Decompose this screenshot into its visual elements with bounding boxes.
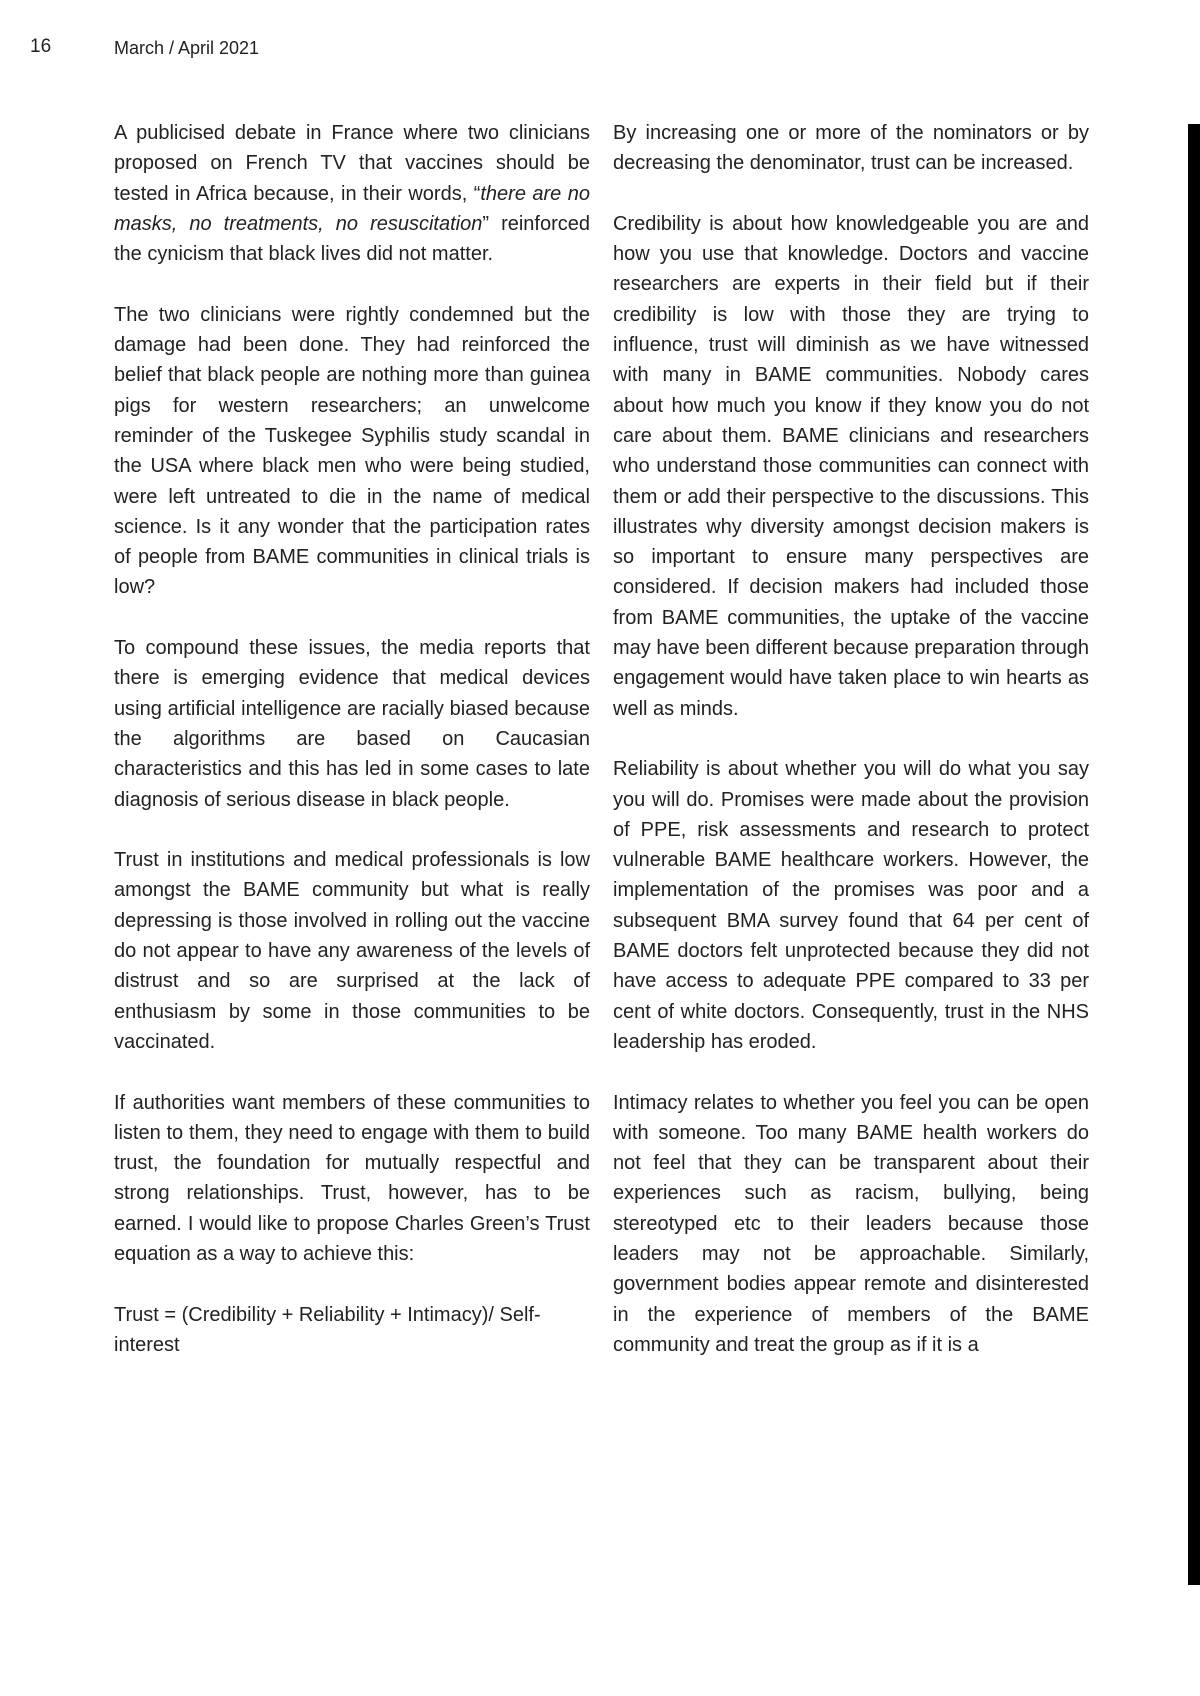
edge-bar: [1188, 124, 1200, 1585]
paragraph: By increasing one or more of the nominators or by decreasing the denominator, trust can be increased.: [613, 122, 1089, 175]
quote: there are no masks, no treatments, no resuscitation: [114, 182, 590, 235]
paragraph: To compound these issues, the media reports that there is emerging evidence that medical devices using artificial intelligence are racially biased because the algorithms are based on Caucasian characteristics and this has led in some cases to late diagnosis of serious disease in black people.: [114, 637, 590, 811]
trust-equation: Trust = (Credibility + Reliability + Intimacy)/ Self-interest: [114, 1303, 541, 1356]
right-column: [613, 118, 1089, 1390]
left-column: [114, 118, 590, 1390]
page-number: 16: [30, 36, 52, 57]
paragraph: Trust in institutions and medical professionals is low amongst the BAME community but what is really depressing is those involved in rolling out the vaccine do not appear to have any awareness of the levels of distrust and so are surprised at the lack of enthusiasm by some in those communities to be vaccinated.: [114, 849, 590, 1053]
paragraph: [114, 118, 590, 269]
paragraph: Reliability is about whether you will do what you say you will do. Promises were made about the provision of PPE, risk assessments and research to protect vulnerable BAME healthcare workers. However, the implementation of the promises was poor and a subsequent BMA survey found that 64 per cent of BAME doctors felt unprotected because they did not have access to adequate PPE compared to 33 per cent of white doctors. Consequently, trust in the NHS leadership has eroded.: [613, 758, 1089, 1053]
paragraph: The two clinicians were rightly condemned but the damage had been done. They had reinforced the belief that black people are nothing more than guinea pigs for western researchers; an unwelcome reminder of the Tuskegee Syphilis study scandal in the USA where black men who were being studied, were left untreated to die in the name of medical science. Is it any wonder that the participation rates of people from BAME communities in clinical trials is low?: [114, 303, 590, 599]
issue-date: March / April 2021: [114, 38, 260, 58]
text: A publicised debate in France where two clinicians proposed on French TV that vaccines should be tested in Africa because, in their words, “: [114, 122, 590, 205]
text: ” reinforced the cynicism that black lives did not matter.: [114, 212, 591, 266]
paragraph: Intimacy relates to whether you feel you can be open with someone. Too many BAME health workers do not feel that they can be transparent about their experiences such as racism, bullying, being stereotyped etc to their leaders because those leaders may not be approachable. Similarly, government bodies appear remote and disinterested in the experience of members of the BAME community and treat the group as if it is a: [613, 1091, 1089, 1356]
paragraph: Credibility is about how knowledgeable you are and how you use that knowledge. Doctors and vaccine researchers are experts in their field but if their credibility is low with those they are trying to influence, trust will diminish as we have witnessed with many in BAME communities. Nobody cares about how much you know if they know you do not care about them. BAME clinicians and researchers who understand those communities can connect with them or add their perspective to the discussions. This illustrates why diversity amongst decision makers is so important to ensure many perspectives are considered. If decision makers had included those from BAME communities, the uptake of the vaccine may have been different because preparation through engagement would have taken place to win hearts as well as minds.: [613, 212, 1089, 720]
paragraph: If authorities want members of these communities to listen to them, they need to engage with them to build trust, the foundation for mutually respectful and strong relationships. Trust, however, has to be earned. I would like to propose Charles Green’s Trust equation as a way to achieve this:: [114, 1091, 590, 1265]
